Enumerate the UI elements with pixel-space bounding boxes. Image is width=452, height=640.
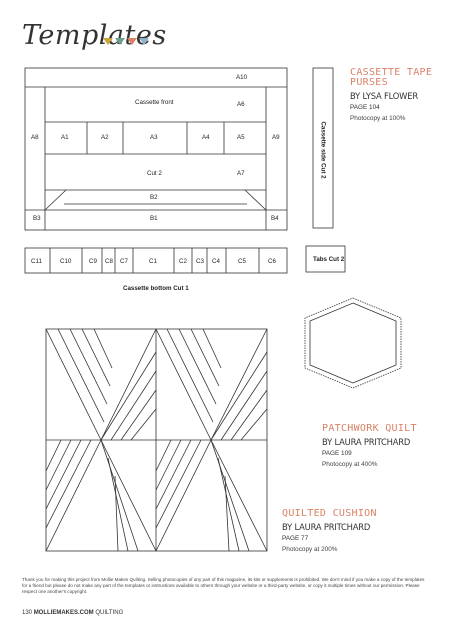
strip-label: C7	[120, 258, 128, 265]
strip-label: C5	[238, 258, 246, 265]
section-photocopy: Photocopy at 100%	[350, 115, 406, 122]
hexagon-template	[305, 298, 401, 388]
piece-label-cassette-front: Cassette front	[135, 99, 174, 106]
footer-section: QUILTING	[95, 610, 124, 616]
piece-label-a10: A10	[236, 74, 248, 81]
section-photocopy: Photocopy at 400%	[322, 461, 378, 468]
strip-label: C6	[268, 258, 276, 265]
section-page: PAGE 104	[350, 104, 380, 111]
section-quilted-cushion	[282, 509, 377, 553]
section-author: BY LAURA PRITCHARD	[322, 437, 411, 447]
footer-site: MOLLIEMAKES.COM	[33, 610, 94, 616]
strip-label: C8	[105, 258, 113, 265]
piece-label-a1: A1	[61, 134, 69, 141]
section-title: CASSETTE TAPE	[350, 67, 433, 78]
piece-label-a8: A8	[31, 134, 39, 141]
piece-label-a6: A6	[237, 101, 245, 108]
piece-label-a2: A2	[101, 134, 109, 141]
piece-label-a7: A7	[237, 170, 245, 177]
section-author: BY LAURA PRITCHARD	[282, 522, 371, 532]
piece-label-a9: A9	[272, 134, 280, 141]
strip-label: C10	[60, 258, 72, 265]
strip-label: C9	[89, 258, 97, 265]
piece-label-b3: B3	[33, 215, 41, 222]
piece-label-a3: A3	[150, 134, 158, 141]
section-title: PATCHWORK QUILT	[322, 423, 417, 434]
copyright-notice: Thank you for making this project from Mollie Makes Quilting. Selling photocopies of any part of this magazine, its kits or supplements is prohibited. We don't mind if you make a copy of the templates for a friend but please do not make any part of the templates or instructions available to others through your website or a third-party website, or copy it multiple times without our permission. Please respect one another's copyright.	[22, 577, 425, 594]
page-title: Templates	[22, 20, 167, 51]
piece-label-cut2: Cut 2	[147, 170, 162, 177]
quilt-block-template	[46, 329, 267, 551]
section-cassette-tape-purses	[350, 68, 432, 122]
cassette-bottom-label: Cassette bottom Cut 1	[123, 285, 189, 292]
page-number: 130	[22, 610, 33, 616]
strip-label: C11	[31, 258, 42, 265]
piece-label-b4: B4	[271, 215, 279, 222]
piece-label-b1: B1	[150, 215, 158, 222]
section-page: PAGE 109	[322, 450, 352, 457]
strip-label: C3	[196, 258, 204, 265]
page-footer	[22, 610, 123, 616]
section-photocopy: Photocopy at 200%	[282, 546, 338, 553]
section-page: PAGE 77	[282, 535, 309, 542]
piece-label-a4: A4	[202, 134, 210, 141]
strip-label: C2	[179, 258, 187, 265]
section-author: BY LYSA FLOWER	[350, 91, 418, 101]
section-title: QUILTED CUSHION	[282, 508, 377, 519]
piece-label-b2: B2	[150, 194, 158, 201]
piece-label-a5: A5	[237, 134, 245, 141]
tabs-label: Tabs Cut 2	[313, 256, 345, 263]
cassette-side-label: Cassette side Cut 2	[319, 121, 327, 179]
strip-label: C4	[212, 258, 220, 265]
section-patchwork-quilt	[322, 424, 417, 468]
section-title: PURSES	[350, 77, 388, 88]
strip-label: C1	[149, 258, 157, 265]
